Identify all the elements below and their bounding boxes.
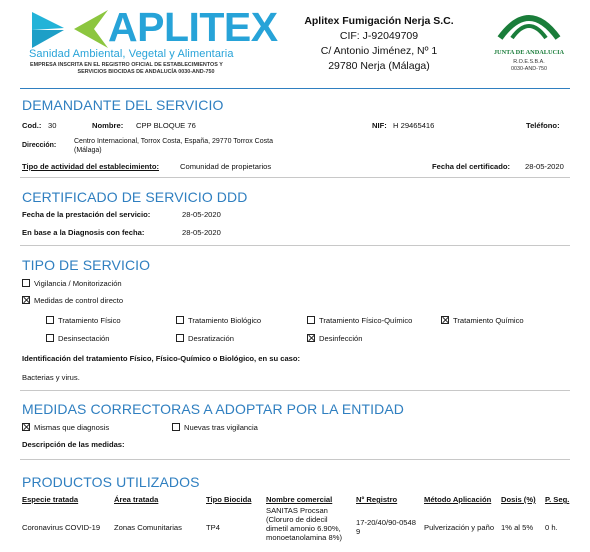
aplitex-arrows-icon: [30, 8, 110, 50]
medidas-option[interactable]: [22, 296, 123, 305]
company-city: 29780 Nerja (Málaga): [328, 60, 430, 72]
company-name: Aplitex Fumigación Nerja S.C.: [304, 15, 454, 27]
vigilancia-label: Vigilancia / Monitorización: [34, 279, 122, 288]
mismas-diagnosis-label: Mismas que diagnosis: [34, 423, 110, 432]
diagnosis-label: En base a la Diagnosis con fecha:: [22, 228, 145, 237]
cell-dosis: 1% al 5%: [501, 523, 534, 532]
medidas-label: Medidas de control directo: [34, 296, 124, 305]
divider-3: [20, 390, 570, 391]
fecha-prestacion-value: 28-05-2020: [182, 210, 221, 219]
desinfeccion-option[interactable]: [307, 334, 362, 343]
nombre-label: Nombre:: [92, 121, 124, 130]
nombre-line: monoetanolamina 8%): [266, 533, 342, 542]
tratamiento-fisico-label: Tratamiento Físico: [58, 316, 121, 325]
cod-label: Cod.:: [22, 121, 42, 130]
junta-logo: [486, 6, 572, 80]
direccion-line-1: Centro Internacional, Torrox Costa, España, 29770 Torrox Costa: [74, 138, 273, 145]
fecha-certificado-value: 28-05-2020: [525, 162, 564, 171]
nombre-line: (Cloruro de didecil: [266, 515, 328, 524]
cell-metodo: Pulverización y paño: [424, 523, 495, 532]
mismas-diagnosis-option[interactable]: [22, 423, 109, 432]
tratamiento-fisico-quimico-option[interactable]: [307, 316, 412, 325]
header-divider: [20, 88, 570, 89]
mismas-diagnosis-checkbox[interactable]: [22, 423, 30, 431]
header-registro: Nº Registro: [356, 495, 398, 504]
company-street: C/ Antonio Jiménez, Nº 1: [320, 45, 438, 57]
cod-value: 30: [48, 121, 57, 130]
aplitex-logo: [24, 4, 278, 84]
junta-registry: R.O.E.S.B.A.: [513, 59, 545, 65]
nuevas-vigilancia-checkbox[interactable]: [172, 423, 180, 431]
nombre-value: CPP BLOQUE 76: [136, 121, 196, 130]
company-info: [290, 14, 468, 74]
fecha-prestacion-label: Fecha de la prestación del servicio:: [22, 210, 151, 219]
company-cif: CIF: J-92049709: [339, 30, 419, 42]
direccion-value: [74, 137, 273, 155]
tratamiento-quimico-checkbox[interactable]: [441, 316, 449, 324]
tratamiento-quimico-label: Tratamiento Químico: [453, 316, 524, 325]
cell-tipo: TP4: [206, 523, 220, 532]
desinfeccion-checkbox[interactable]: [307, 334, 315, 342]
tratamiento-fisico-checkbox[interactable]: [46, 316, 54, 324]
registro-line: 9: [356, 527, 361, 536]
divider-4: [20, 459, 570, 460]
nuevas-vigilancia-label: Nuevas tras vigilancia: [184, 423, 258, 432]
desinsectacion-label: Desinsectación: [58, 334, 110, 343]
registro-line: 17-20/40/90-0548: [356, 518, 416, 527]
tratamiento-fisico-quimico-label: Tratamiento Físico-Químico: [319, 316, 413, 325]
fecha-certificado-label: Fecha del certificado:: [432, 162, 511, 171]
diagnosis-value: 28-05-2020: [182, 228, 221, 237]
cell-registro: [356, 518, 416, 536]
identificacion-label: Identificación del tratamiento Físico, Físico-Químico o Biológico, en su caso:: [22, 354, 301, 363]
identificacion-value: Bacterias y virus.: [22, 373, 80, 382]
direccion-label: Dirección:: [22, 142, 57, 149]
header-especie: Especie tratada: [22, 495, 79, 504]
nif-label: NIF:: [372, 121, 387, 130]
desinsectacion-option[interactable]: [46, 334, 110, 343]
cell-area: Zonas Comunitarias: [114, 523, 182, 532]
brand-subtitle: Sanidad Ambiental, Vegetal y Alimentaria: [29, 48, 234, 60]
junta-code: 0030-AND-750: [511, 66, 547, 72]
desratizacion-label: Desratización: [188, 334, 235, 343]
tratamiento-biologico-checkbox[interactable]: [176, 316, 184, 324]
nombre-line: SANITAS Procsan: [266, 506, 328, 515]
direccion-line-2: (Málaga): [74, 147, 102, 154]
header-area: Área tratada: [114, 495, 159, 504]
cell-nombre: [266, 506, 342, 542]
registry-line-1: EMPRESA INSCRITA EN EL REGISTRO OFICIAL DE ESTABLECIMIENTOS Y: [30, 62, 223, 68]
tratamiento-quimico-option[interactable]: [441, 316, 524, 325]
desinsectacion-checkbox[interactable]: [46, 334, 54, 342]
certificado-title: CERTIFICADO DE SERVICIO DDD: [22, 189, 248, 205]
tipo-servicio-title: TIPO DE SERVICIO: [22, 257, 151, 273]
header-pseg: P. Seg.: [545, 495, 570, 504]
header-tipo: Tipo Biocida: [206, 495, 252, 504]
brand-name: APLITEX: [108, 4, 278, 50]
desratizacion-option[interactable]: [176, 334, 234, 343]
tratamiento-biologico-label: Tratamiento Biológico: [188, 316, 262, 325]
desinfeccion-label: Desinfección: [319, 334, 363, 343]
desratizacion-checkbox[interactable]: [176, 334, 184, 342]
nif-value: H 29465416: [393, 121, 435, 130]
nuevas-vigilancia-option[interactable]: [172, 423, 258, 432]
junta-name: JUNTA DE ANDALUCIA: [493, 49, 565, 56]
divider-2: [20, 245, 570, 246]
actividad-value: Comunidad de propietarios: [180, 162, 272, 171]
actividad-label: Tipo de actividad del establecimiento:: [22, 162, 160, 171]
tratamiento-fisico-option[interactable]: [46, 316, 121, 325]
nombre-line: dimetil amonio 6.90%,: [266, 524, 341, 533]
header-dosis: Dosis (%): [501, 495, 536, 504]
cell-pseg: 0 h.: [545, 523, 558, 532]
descripcion-label: Descripción de las medidas:: [22, 440, 125, 449]
medidas-checkbox[interactable]: [22, 296, 30, 304]
demandante-title: DEMANDANTE DEL SERVICIO: [22, 97, 224, 113]
registry-line-2: SERVICIOS BIOCIDAS DE ANDALUCÍA 0030-AND-750: [77, 69, 215, 75]
medidas-correctoras-title: MEDIDAS CORRECTORAS A ADOPTAR POR LA ENTIDAD: [22, 401, 404, 417]
tratamiento-biologico-option[interactable]: [176, 316, 261, 325]
telefono-label: Teléfono:: [526, 121, 560, 130]
divider-1: [20, 177, 570, 178]
header-nombre: Nombre comercial: [266, 495, 333, 504]
productos-title: PRODUCTOS UTILIZADOS: [22, 474, 200, 490]
vigilancia-checkbox[interactable]: [22, 279, 30, 287]
header-metodo: Método Aplicación: [424, 495, 492, 504]
tratamiento-fisico-quimico-checkbox[interactable]: [307, 316, 315, 324]
junta-arch-icon: [496, 6, 562, 40]
vigilancia-option[interactable]: [22, 279, 122, 288]
cell-especie: Coronavirus COVID-19: [22, 523, 101, 532]
